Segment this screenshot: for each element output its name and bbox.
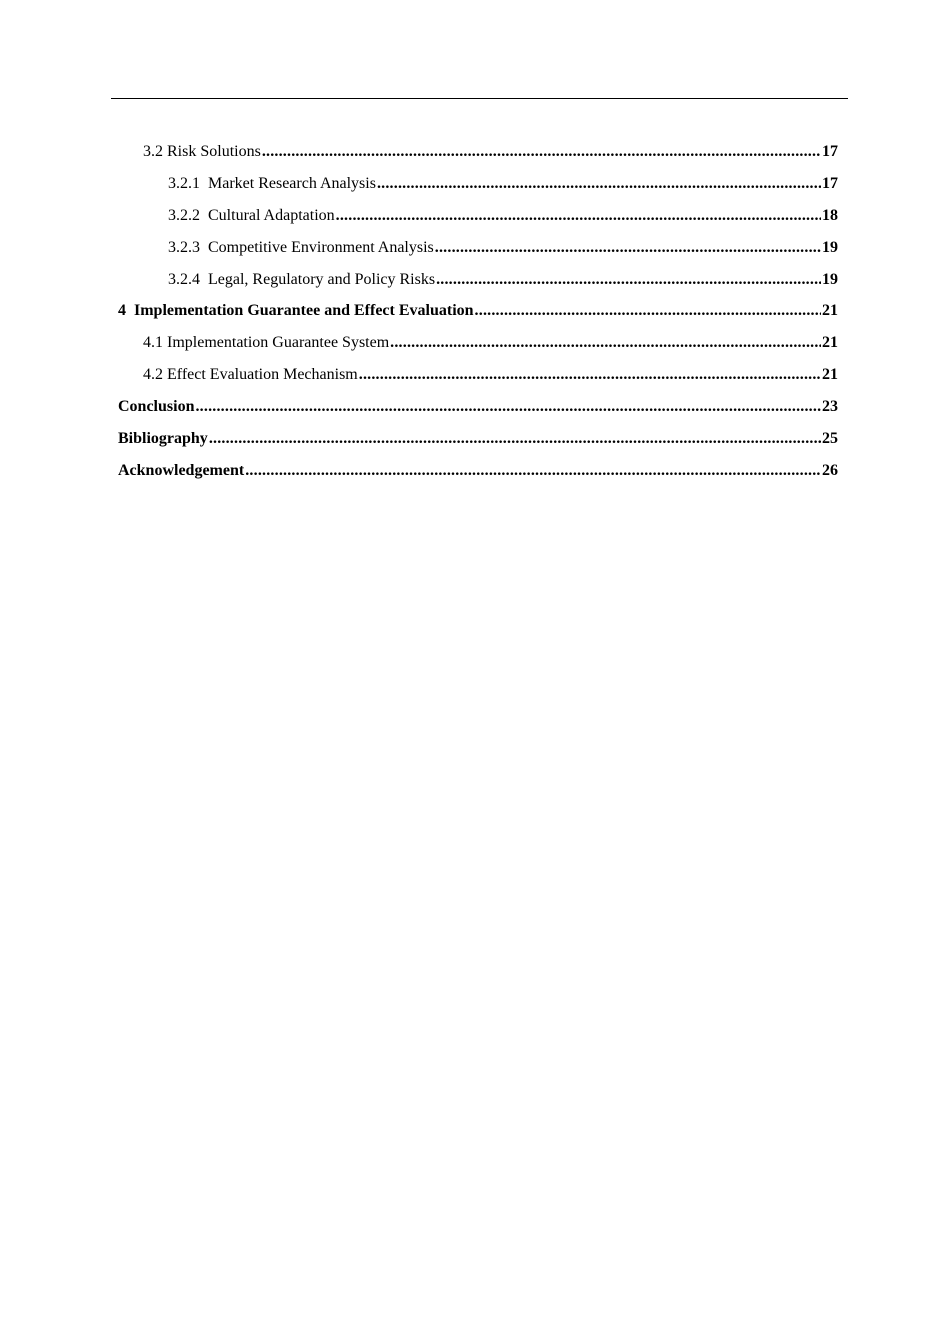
toc-dot-leader (209, 427, 821, 451)
toc-dot-leader (475, 299, 821, 323)
toc-dot-leader (195, 395, 821, 419)
toc-dot-leader (436, 268, 821, 292)
toc-entry-effect-evaluation-mechanism[interactable] (118, 363, 838, 395)
toc-entry-title: Acknowledgement (118, 461, 245, 479)
toc-entry-legal-regulatory-policy-risks[interactable] (118, 268, 838, 300)
toc-entry-implementation-guarantee-system[interactable] (118, 331, 838, 363)
toc-entry-title: Competitive Environment Analysis (208, 238, 434, 256)
toc-entry-page: 25 (822, 430, 838, 448)
toc-entry-title: Effect Evaluation Mechanism (167, 366, 358, 384)
toc-entry-acknowledgement[interactable] (118, 459, 838, 491)
toc-entry-risk-solutions[interactable] (118, 140, 838, 172)
toc-entry-number: 3.2 (143, 143, 163, 160)
toc-entry-number: 3.2.2 (168, 206, 200, 224)
toc-entry-title: Legal, Regulatory and Policy Risks (208, 270, 436, 288)
toc-entry-page: 19 (822, 270, 838, 288)
toc-entry-title: Bibliography (118, 430, 208, 448)
toc-entry-page: 17 (822, 143, 838, 160)
toc-entry-page: 21 (822, 302, 838, 320)
toc-entry-page: 21 (822, 366, 838, 384)
toc-entry-title: Risk Solutions (167, 143, 261, 160)
toc-dot-leader (262, 140, 821, 164)
toc-entry-page: 18 (822, 206, 838, 224)
toc-dot-leader (245, 459, 821, 483)
toc-entry-implementation-guarantee-effect-evaluation[interactable] (118, 299, 838, 331)
toc-entry-page: 17 (822, 174, 838, 192)
toc-entry-title: Market Research Analysis (208, 174, 376, 192)
toc-entry-page: 21 (822, 334, 838, 352)
toc-entry-bibliography[interactable] (118, 427, 838, 459)
toc-entry-page: 26 (822, 461, 838, 479)
toc-entry-number: 3.2.3 (168, 238, 200, 256)
toc-entry-page: 19 (822, 238, 838, 256)
toc-dot-leader (377, 172, 821, 196)
toc-dot-leader (359, 363, 821, 387)
toc-dot-leader (336, 204, 821, 228)
toc-entry-title: Implementation Guarantee System (167, 334, 390, 352)
toc-entry-number: 4.2 (143, 366, 163, 384)
toc-entry-number: 3.2.4 (168, 270, 200, 288)
toc-entry-market-research-analysis[interactable] (118, 172, 838, 204)
toc-entry-title: Cultural Adaptation (208, 206, 335, 224)
toc-entry-number: 4.1 (143, 334, 163, 352)
header-rule (111, 98, 848, 99)
toc-entry-conclusion[interactable] (118, 395, 838, 427)
toc-entry-cultural-adaptation[interactable] (118, 204, 838, 236)
toc-entry-number: 3.2.1 (168, 174, 200, 192)
toc-dot-leader (390, 331, 821, 355)
toc-entry-title: Implementation Guarantee and Effect Evaluation (134, 302, 474, 320)
toc-entry-title: Conclusion (118, 398, 195, 416)
toc-entry-page: 23 (822, 398, 838, 416)
toc-entry-number: 4 (118, 302, 126, 320)
toc-entry-competitive-environment-analysis[interactable] (118, 236, 838, 268)
toc-dot-leader (435, 236, 821, 260)
table-of-contents (118, 140, 838, 491)
